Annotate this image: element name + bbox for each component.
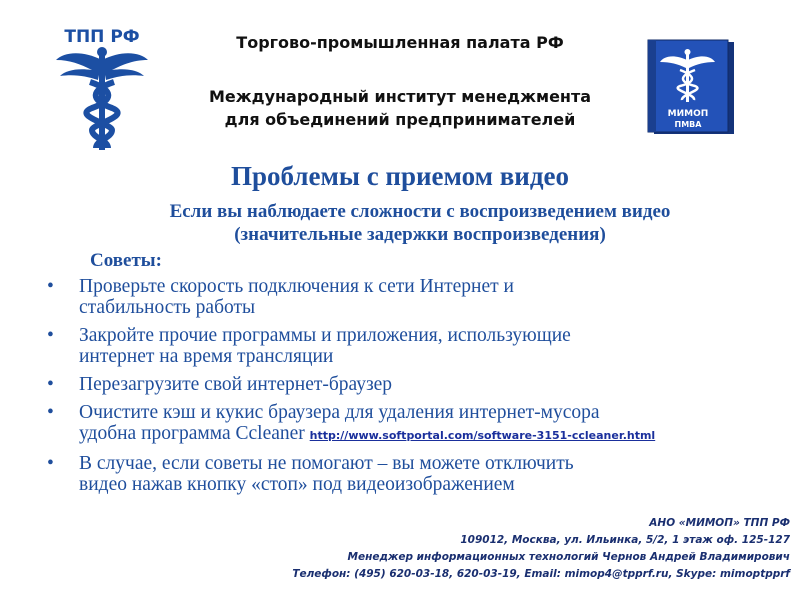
ccleaner-link[interactable]: http://www.softportal.com/software-3151-ccleaner.html [309, 429, 656, 442]
tip-5-line-1: В случае, если советы не помогают – вы можете отключить [79, 453, 574, 474]
footer-org: АНО «МИМОП» ТПП РФ [649, 517, 790, 529]
bullet-2: • [47, 325, 54, 346]
intro-line-1: Если вы наблюдаете сложности с воспроизведением видео [169, 201, 671, 222]
org-title-tpp: Торгово-промышленная палата РФ [236, 33, 564, 52]
org-title-institute [160, 85, 640, 131]
tip-3-line-1: Перезагрузите свой интернет-браузер [79, 374, 393, 395]
footer-address: 109012, Москва, ул. Ильинка, 5/2, 1 этаж оф. 125-127 [460, 534, 790, 546]
list-item [47, 374, 767, 395]
bullet-3: • [47, 374, 54, 395]
org-title-line-b: для объединений предпринимателей [224, 110, 576, 129]
tip-1-line-2: стабильность работы [79, 297, 256, 318]
tpp-logo [52, 20, 152, 155]
tip-4-line-1: Очистите кэш и кукис браузера для удаления интернет-мусора [79, 402, 600, 423]
slide-title: Проблемы с приемом видео [231, 161, 569, 191]
intro-text [90, 200, 750, 246]
intro-line-2: (значительные задержки воспроизведения) [234, 224, 606, 245]
tip-4-line-2-text: удобна программа Ccleaner [79, 423, 305, 444]
list-item [47, 276, 767, 318]
tip-1-line-1: Проверьте скорость подключения к сети Интернет и [79, 276, 514, 297]
tip-2-line-2: интернет на время трансляции [79, 346, 334, 367]
org-title-line-a: Международный институт менеджмента [208, 87, 592, 106]
tpp-logo-text: ТПП РФ [64, 27, 140, 47]
tip-4-line-2 [79, 423, 767, 446]
bullet-4: • [47, 402, 54, 423]
mimop-logo-text-1: МИМОП [667, 109, 709, 119]
footer-contacts: Телефон: (495) 620-03-18, 620-03-19, Email: mimop4@tpprf.ru, Skype: mimoptpprf [292, 568, 790, 580]
tip-2-line-1: Закройте прочие программы и приложения, использующие [79, 325, 571, 346]
tips-list [47, 276, 767, 502]
list-item [47, 453, 767, 495]
footer-manager: Менеджер информационных технологий Чернов Андрей Владимирович [347, 551, 790, 563]
list-item [47, 402, 767, 446]
contact-footer [292, 515, 790, 583]
tip-5-line-2: видео нажав кнопку «стоп» под видеоизображением [79, 474, 515, 495]
mimop-logo-text-2: ПМВА [674, 120, 702, 129]
tips-heading: Советы: [90, 250, 162, 271]
bullet-1: • [47, 276, 54, 297]
mimop-logo [640, 38, 738, 136]
bullet-5: • [47, 453, 54, 474]
list-item [47, 325, 767, 367]
